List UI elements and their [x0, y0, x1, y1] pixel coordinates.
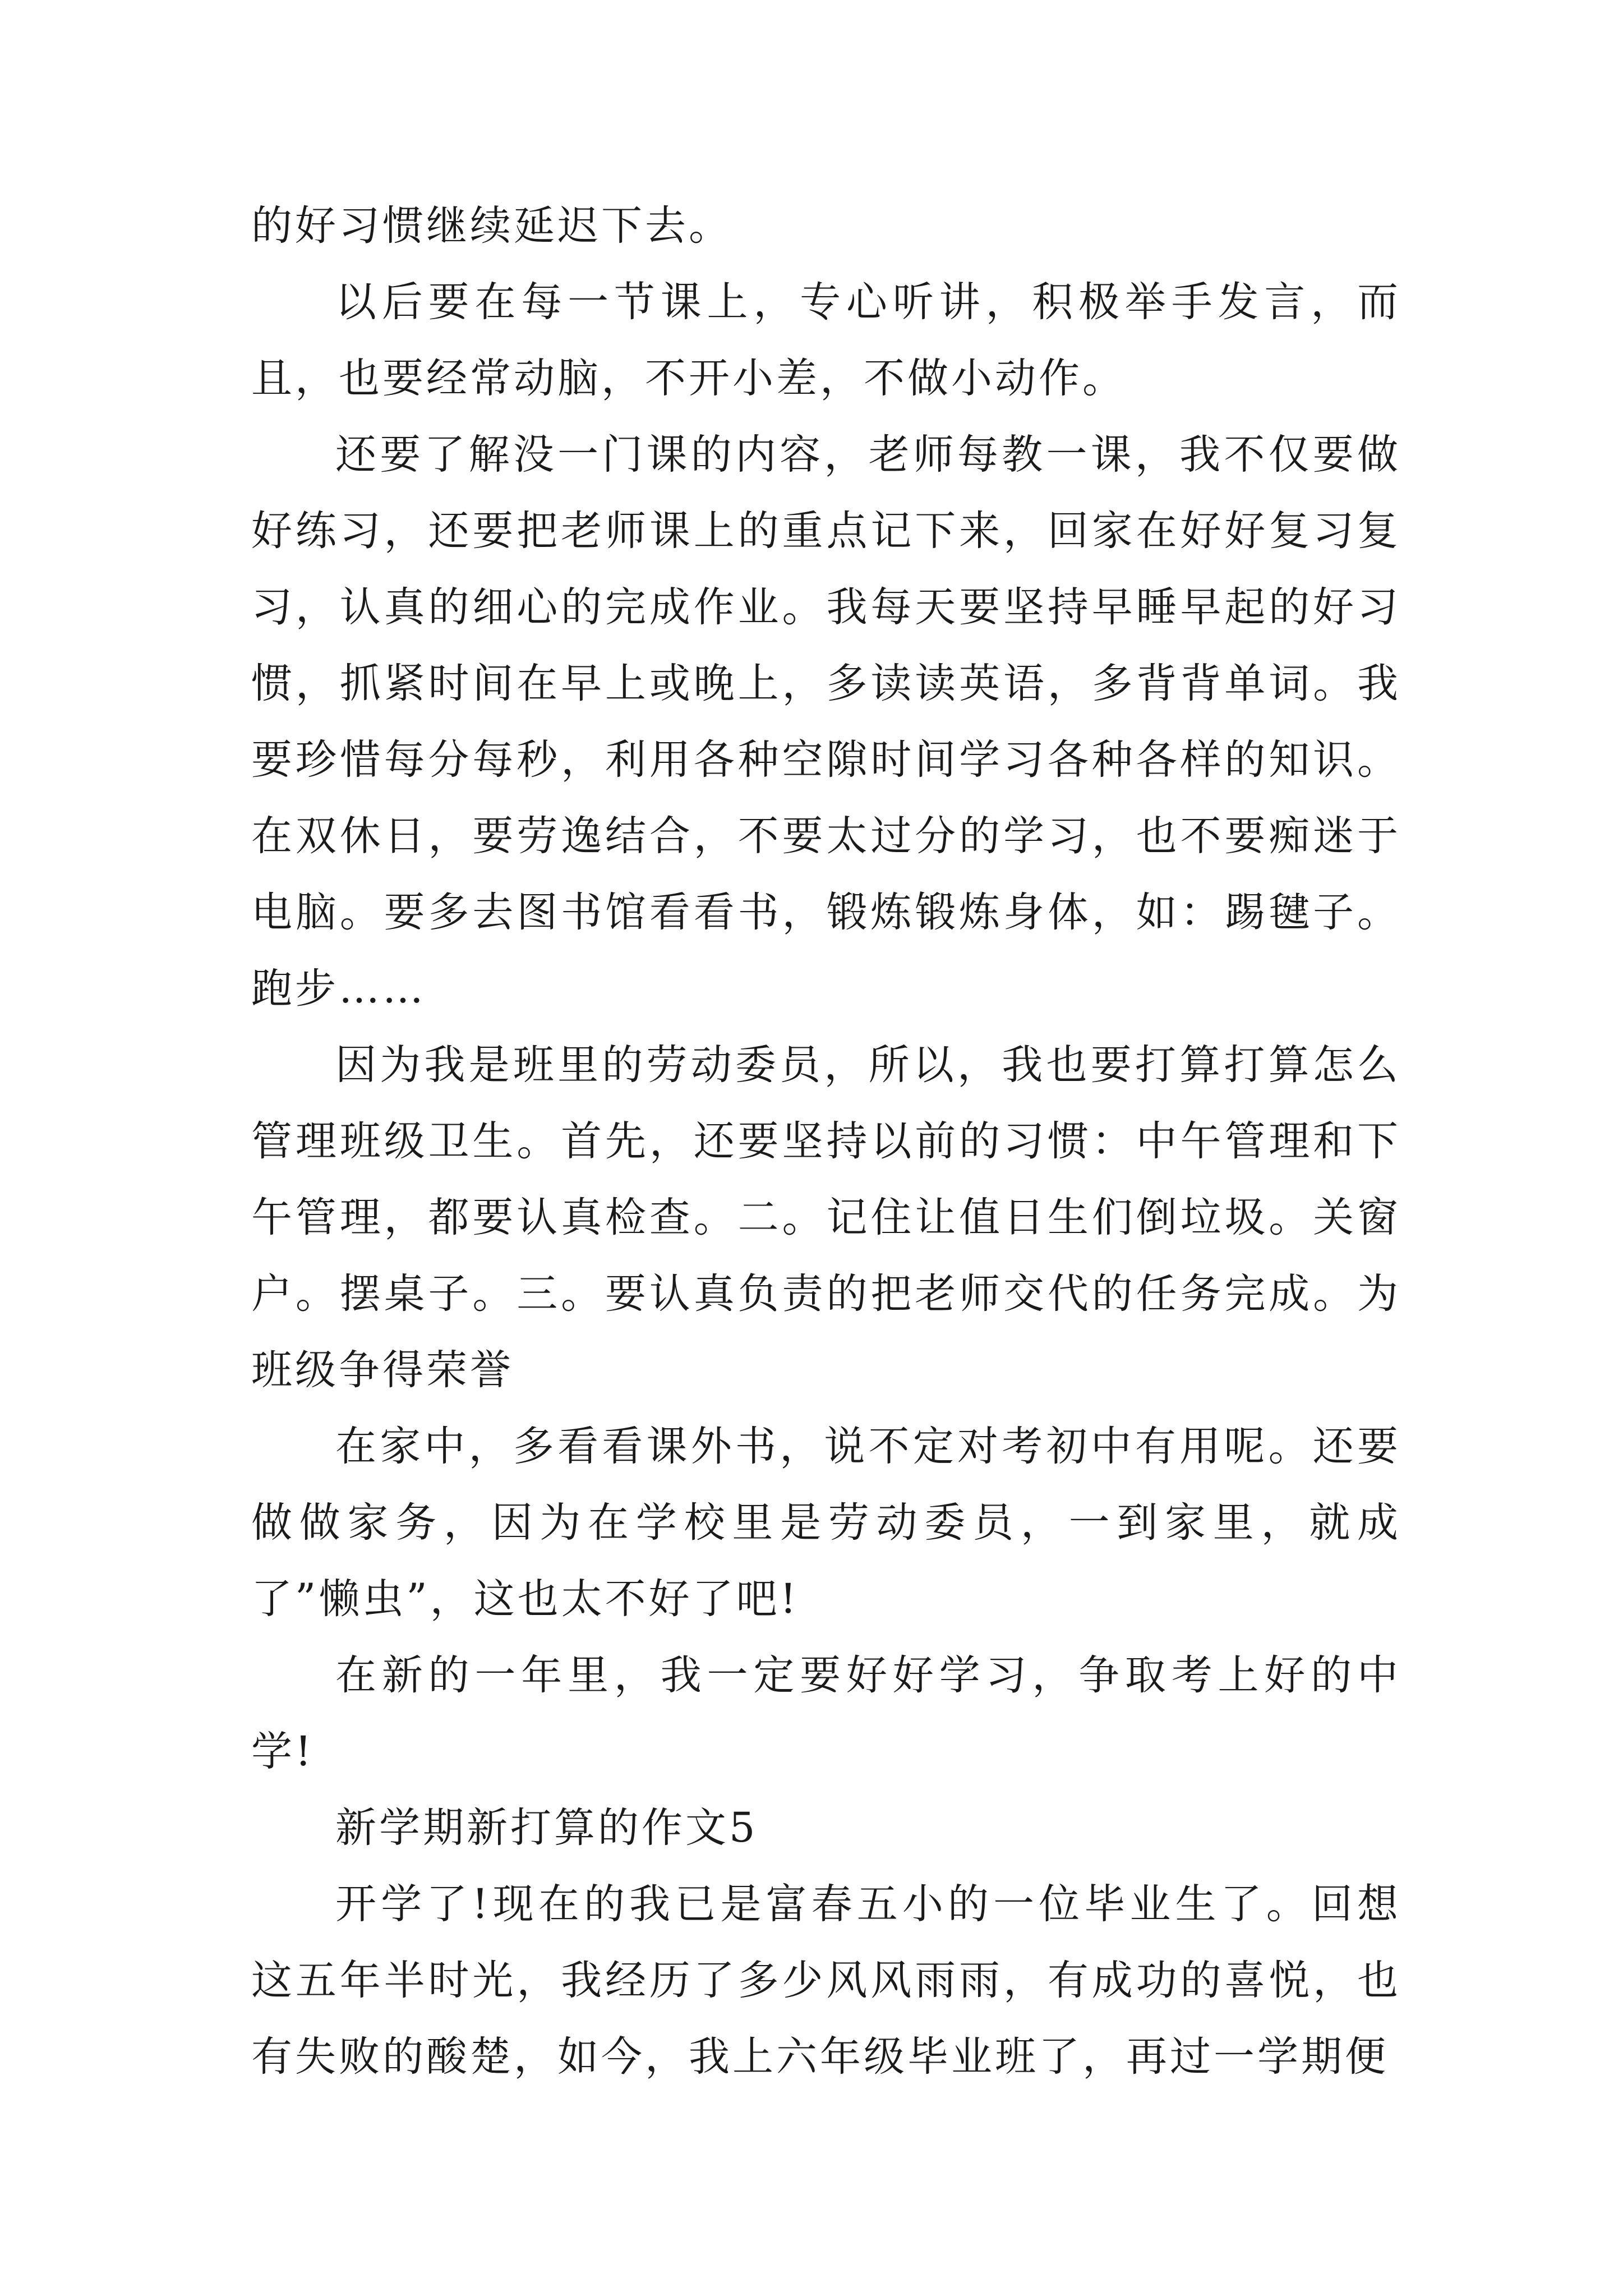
- paragraph-continuation: 的好习惯继续延迟下去。: [251, 202, 732, 250]
- essay-heading: 新学期新打算的作文5: [335, 1804, 758, 1852]
- paragraph-home: 在家中，多看看课外书，说不定对考初中有用呢。还要做做家务，因为在学校里是劳动委员，一到家里，就成了”懒虫”，这也太不好了吧!: [251, 1423, 1401, 1623]
- paragraph-school-start: 开学了!现在的我已是富春五小的一位毕业生了。回想这五年半时光，我经历了多少风风雨雨，有成功的喜悦，也有失败的酸楚，如今，我上六年级毕业班了，再过一学期便: [251, 1880, 1401, 2081]
- paragraph-study-plan: 还要了解没一门课的内容，老师每教一课，我不仅要做好练习，还要把老师课上的重点记下来，回家在好好复习复习，认真的细心的完成作业。我每天要坚持早睡早起的好习惯，抓紧时间在早上或晚上，多读读英语，多背背单词。我要珍惜每分每秒，利用各种空隙时间学习各种各样的知识。在双休日，要劳逸结合，不要太过分的学习，也不要痴迷于电脑。要多去图书馆看看书，锻炼锻炼身体，如：踢毽子。跑步……: [251, 431, 1401, 1013]
- paragraph-class-habits: 以后要在每一节课上，专心听讲，积极举手发言，而且，也要经常动脑，不开小差，不做小动作。: [251, 278, 1401, 402]
- paragraph-labor-committee: 因为我是班里的劳动委员，所以，我也要打算打算怎么管理班级卫生。首先，还要坚持以前的习惯：中午管理和下午管理，都要认真检查。二。记住让值日生们倒垃圾。关窗户。摆桌子。三。要认真负责的把老师交代的任务完成。为班级争得荣誉: [251, 1041, 1401, 1394]
- document-body: [251, 188, 1401, 2095]
- paragraph-new-year: 在新的一年里，我一定要好好学习，争取考上好的中学!: [251, 1651, 1401, 1775]
